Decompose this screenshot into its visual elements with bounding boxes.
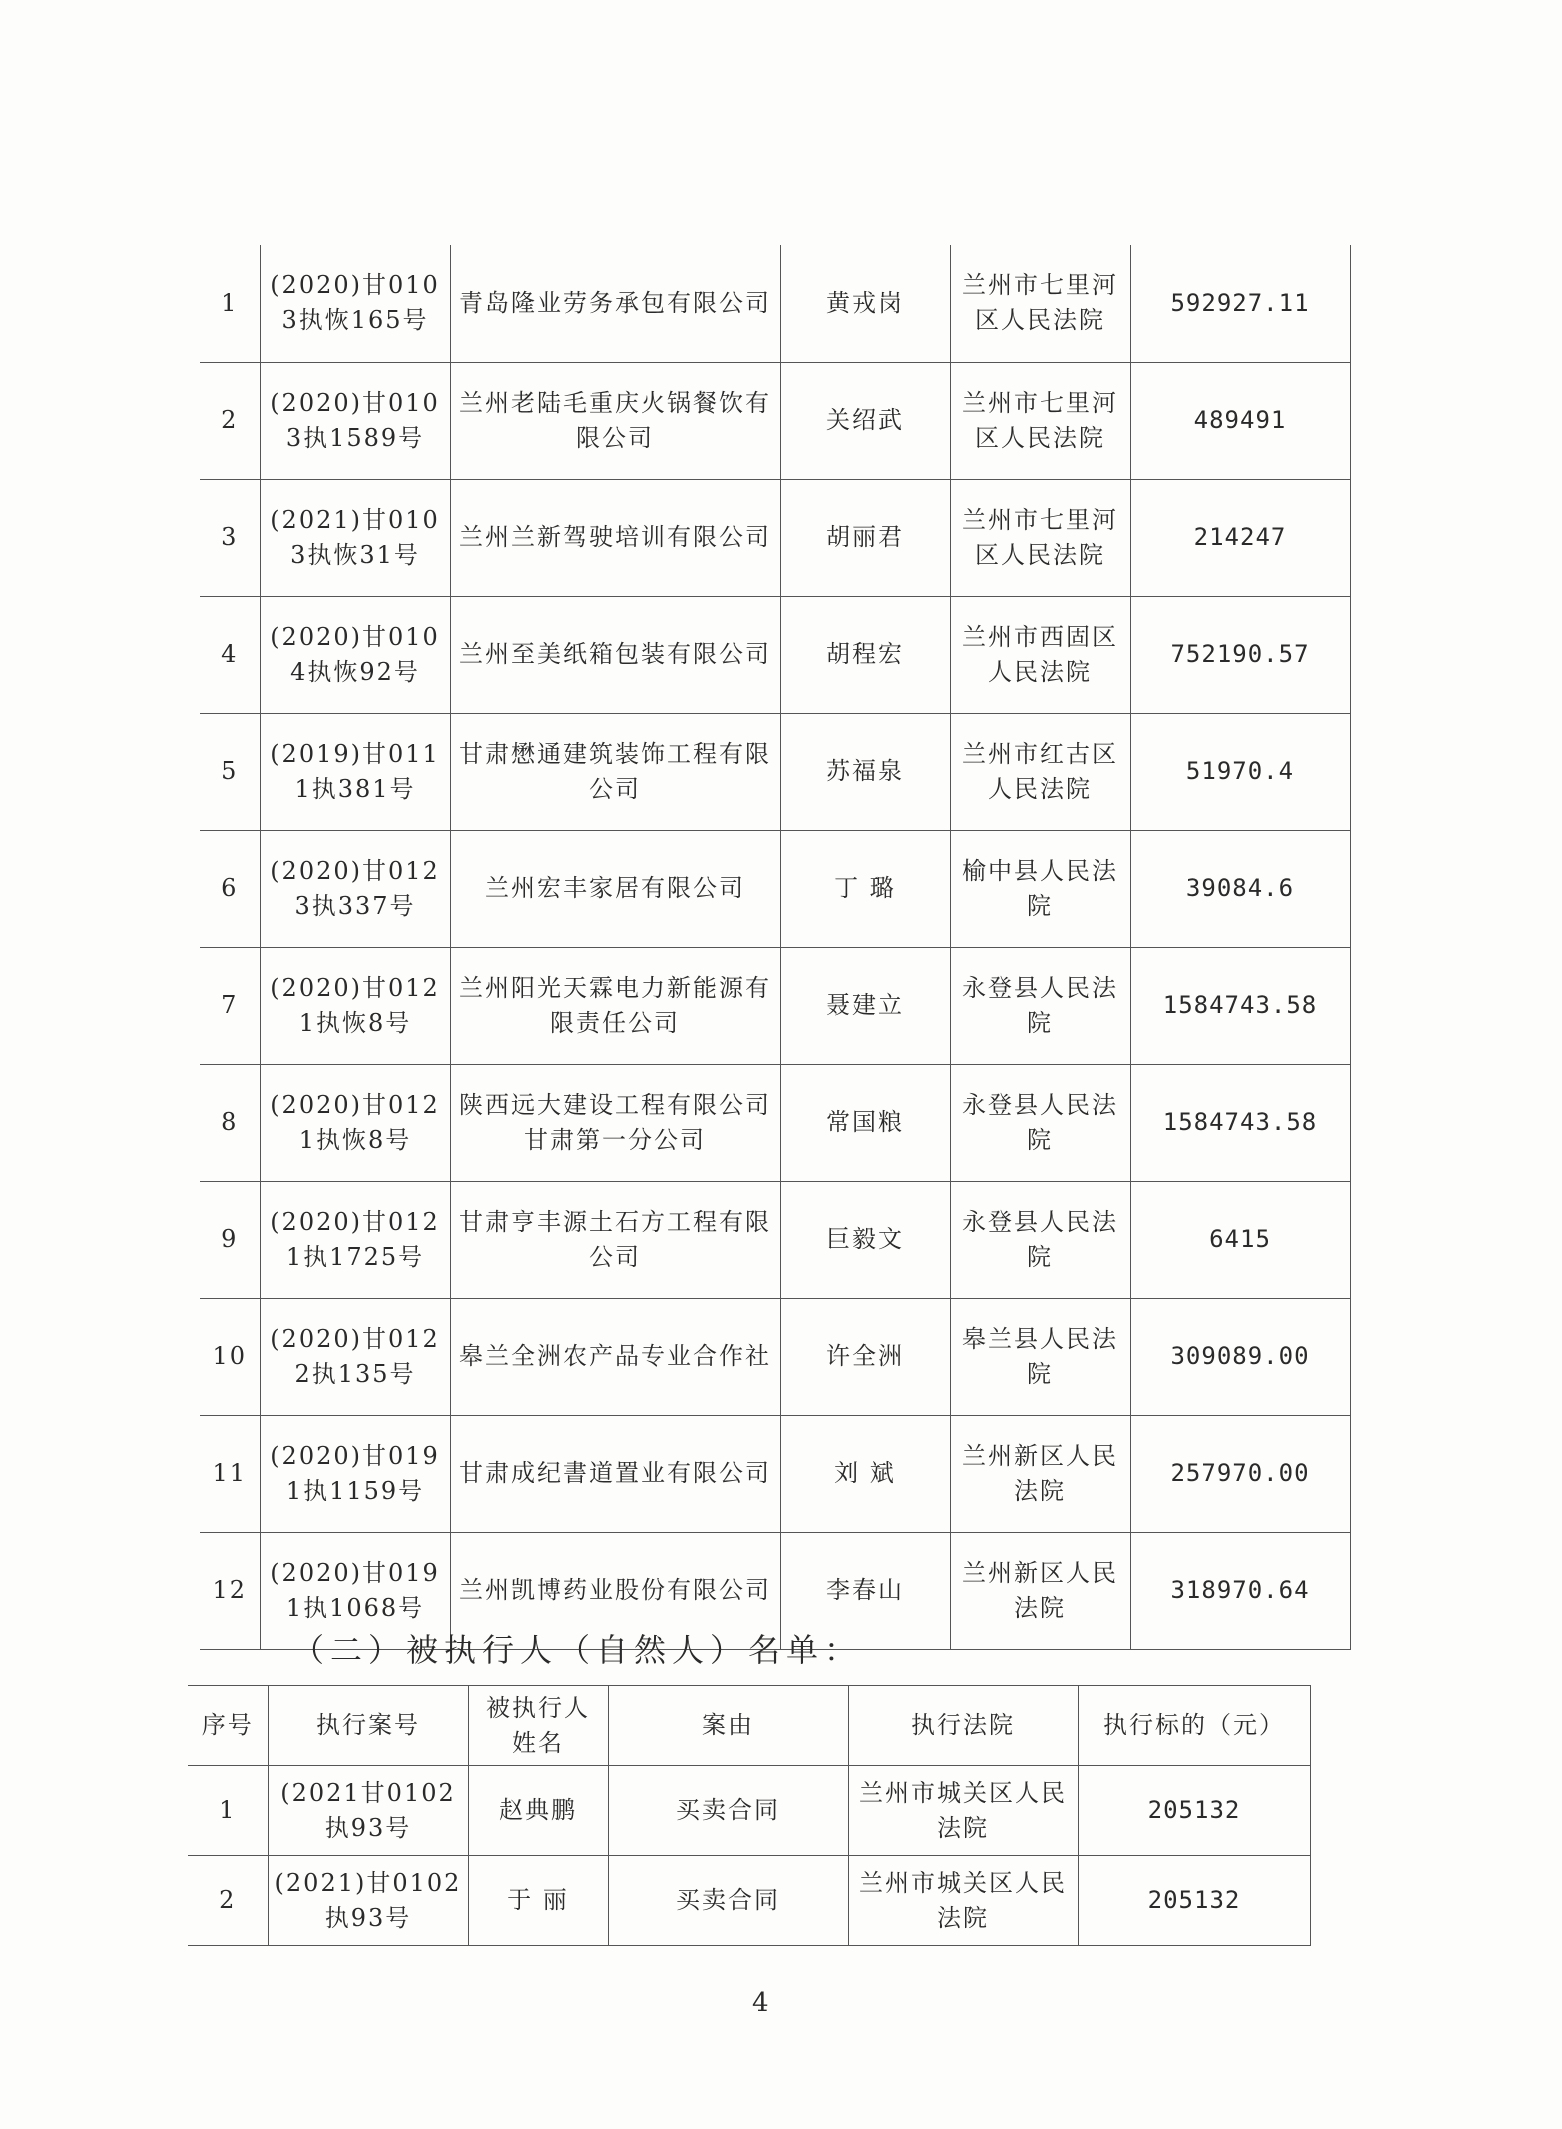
table-row <box>200 1064 1350 1181</box>
cell-no: 8 <box>200 1064 260 1181</box>
table-row <box>200 479 1350 596</box>
cell-amount: 592927.11 <box>1130 245 1350 362</box>
cell-amount: 205132 <box>1078 1766 1310 1856</box>
cell-legal-representative: 聂建立 <box>780 947 950 1064</box>
header-case-number: 执行案号 <box>268 1686 468 1766</box>
cell-case-number: (2020)甘0104执恢92号 <box>260 596 450 713</box>
cell-legal-representative: 胡程宏 <box>780 596 950 713</box>
cell-legal-representative: 巨毅文 <box>780 1181 950 1298</box>
cell-court: 兰州市城关区人民法院 <box>848 1766 1078 1856</box>
table-row <box>200 245 1350 362</box>
table-header-row <box>188 1686 1310 1766</box>
cell-cause: 买卖合同 <box>608 1856 848 1946</box>
table-row <box>200 1181 1350 1298</box>
cell-company: 兰州兰新驾驶培训有限公司 <box>450 479 780 596</box>
cell-legal-representative: 许全洲 <box>780 1298 950 1415</box>
cell-no: 9 <box>200 1181 260 1298</box>
header-court: 执行法院 <box>848 1686 1078 1766</box>
header-debtor-name: 被执行人姓名 <box>468 1686 608 1766</box>
cell-case-number: (2020)甘0121执1725号 <box>260 1181 450 1298</box>
cell-legal-representative: 胡丽君 <box>780 479 950 596</box>
cell-court: 兰州新区人民法院 <box>950 1415 1130 1532</box>
cell-no: 1 <box>200 245 260 362</box>
cell-company: 甘肃懋通建筑装饰工程有限公司 <box>450 713 780 830</box>
cell-legal-representative: 李春山 <box>780 1532 950 1649</box>
header-amount: 执行标的（元） <box>1078 1686 1310 1766</box>
header-no: 序号 <box>188 1686 268 1766</box>
cell-company: 甘肃成纪書道置业有限公司 <box>450 1415 780 1532</box>
cell-case-number: (2020)甘0103执1589号 <box>260 362 450 479</box>
cell-court: 兰州市七里河区人民法院 <box>950 362 1130 479</box>
cell-no: 1 <box>188 1766 268 1856</box>
cell-court: 兰州市七里河区人民法院 <box>950 245 1130 362</box>
cell-case-number: (2019)甘0111执381号 <box>260 713 450 830</box>
cell-no: 7 <box>200 947 260 1064</box>
table-row <box>200 713 1350 830</box>
header-cause: 案由 <box>608 1686 848 1766</box>
cell-case-number: (2020)甘0121执恢8号 <box>260 947 450 1064</box>
natural-person-table-body <box>188 1766 1310 1946</box>
cell-no: 2 <box>200 362 260 479</box>
cell-no: 2 <box>188 1856 268 1946</box>
cell-court: 兰州市城关区人民法院 <box>848 1856 1078 1946</box>
table-row <box>200 830 1350 947</box>
cell-case-number: (2020)甘0191执1068号 <box>260 1532 450 1649</box>
cell-legal-representative: 常国粮 <box>780 1064 950 1181</box>
cell-amount: 51970.4 <box>1130 713 1350 830</box>
page-number: 4 <box>752 1988 769 2018</box>
cell-amount: 257970.00 <box>1130 1415 1350 1532</box>
cell-court: 皋兰县人民法院 <box>950 1298 1130 1415</box>
cell-legal-representative: 黄戎岗 <box>780 245 950 362</box>
cell-legal-representative: 刘 斌 <box>780 1415 950 1532</box>
cell-company: 兰州凯博药业股份有限公司 <box>450 1532 780 1649</box>
cell-debtor-name: 赵典鹏 <box>468 1766 608 1856</box>
cell-no: 11 <box>200 1415 260 1532</box>
cell-amount: 752190.57 <box>1130 596 1350 713</box>
cell-court: 兰州市七里河区人民法院 <box>950 479 1130 596</box>
cell-court: 永登县人民法院 <box>950 1064 1130 1181</box>
cell-amount: 6415 <box>1130 1181 1350 1298</box>
cell-no: 5 <box>200 713 260 830</box>
cell-amount: 214247 <box>1130 479 1350 596</box>
table-row <box>188 1766 1310 1856</box>
cell-company: 青岛隆业劳务承包有限公司 <box>450 245 780 362</box>
cell-legal-representative: 苏福泉 <box>780 713 950 830</box>
section2-heading: （二）被执行人（自然人）名单： <box>292 1631 863 1669</box>
cell-no: 3 <box>200 479 260 596</box>
cell-case-number: (2021甘0102执93号 <box>268 1766 468 1856</box>
cell-court: 永登县人民法院 <box>950 947 1130 1064</box>
cell-debtor-name: 于 丽 <box>468 1856 608 1946</box>
cell-court: 榆中县人民法院 <box>950 830 1130 947</box>
natural-person-debtor-table <box>188 1685 1311 1946</box>
cell-amount: 489491 <box>1130 362 1350 479</box>
cell-court: 兰州市红古区人民法院 <box>950 713 1130 830</box>
cell-amount: 309089.00 <box>1130 1298 1350 1415</box>
cell-court: 兰州市西固区人民法院 <box>950 596 1130 713</box>
table-row <box>200 362 1350 479</box>
cell-case-number: (2020)甘0191执1159号 <box>260 1415 450 1532</box>
cell-case-number: (2020)甘0103执恢165号 <box>260 245 450 362</box>
cell-company: 兰州宏丰家居有限公司 <box>450 830 780 947</box>
table-row <box>200 1415 1350 1532</box>
cell-no: 12 <box>200 1532 260 1649</box>
cell-case-number: (2020)甘0121执恢8号 <box>260 1064 450 1181</box>
cell-no: 10 <box>200 1298 260 1415</box>
cell-amount: 39084.6 <box>1130 830 1350 947</box>
cell-court: 永登县人民法院 <box>950 1181 1130 1298</box>
cell-company: 甘肃亨丰源土石方工程有限公司 <box>450 1181 780 1298</box>
cell-court: 兰州新区人民法院 <box>950 1532 1130 1649</box>
cell-amount: 1584743.58 <box>1130 1064 1350 1181</box>
cell-company: 兰州至美纸箱包装有限公司 <box>450 596 780 713</box>
cell-amount: 1584743.58 <box>1130 947 1350 1064</box>
table-row <box>200 947 1350 1064</box>
company-debtor-table <box>200 245 1351 1650</box>
table-row <box>200 596 1350 713</box>
cell-cause: 买卖合同 <box>608 1766 848 1856</box>
cell-case-number: (2021)甘0102执93号 <box>268 1856 468 1946</box>
cell-case-number: (2020)甘0123执337号 <box>260 830 450 947</box>
cell-legal-representative: 关绍武 <box>780 362 950 479</box>
cell-amount: 205132 <box>1078 1856 1310 1946</box>
cell-company: 皋兰全洲农产品专业合作社 <box>450 1298 780 1415</box>
table-row <box>200 1298 1350 1415</box>
table-row <box>188 1856 1310 1946</box>
cell-legal-representative: 丁 璐 <box>780 830 950 947</box>
cell-company: 陕西远大建设工程有限公司甘肃第一分公司 <box>450 1064 780 1181</box>
cell-case-number: (2020)甘0122执135号 <box>260 1298 450 1415</box>
cell-case-number: (2021)甘0103执恢31号 <box>260 479 450 596</box>
cell-company: 兰州老陆毛重庆火锅餐饮有限公司 <box>450 362 780 479</box>
cell-no: 6 <box>200 830 260 947</box>
cell-amount: 318970.64 <box>1130 1532 1350 1649</box>
company-debtor-table-body <box>200 245 1350 1649</box>
cell-no: 4 <box>200 596 260 713</box>
cell-company: 兰州阳光天霖电力新能源有限责任公司 <box>450 947 780 1064</box>
